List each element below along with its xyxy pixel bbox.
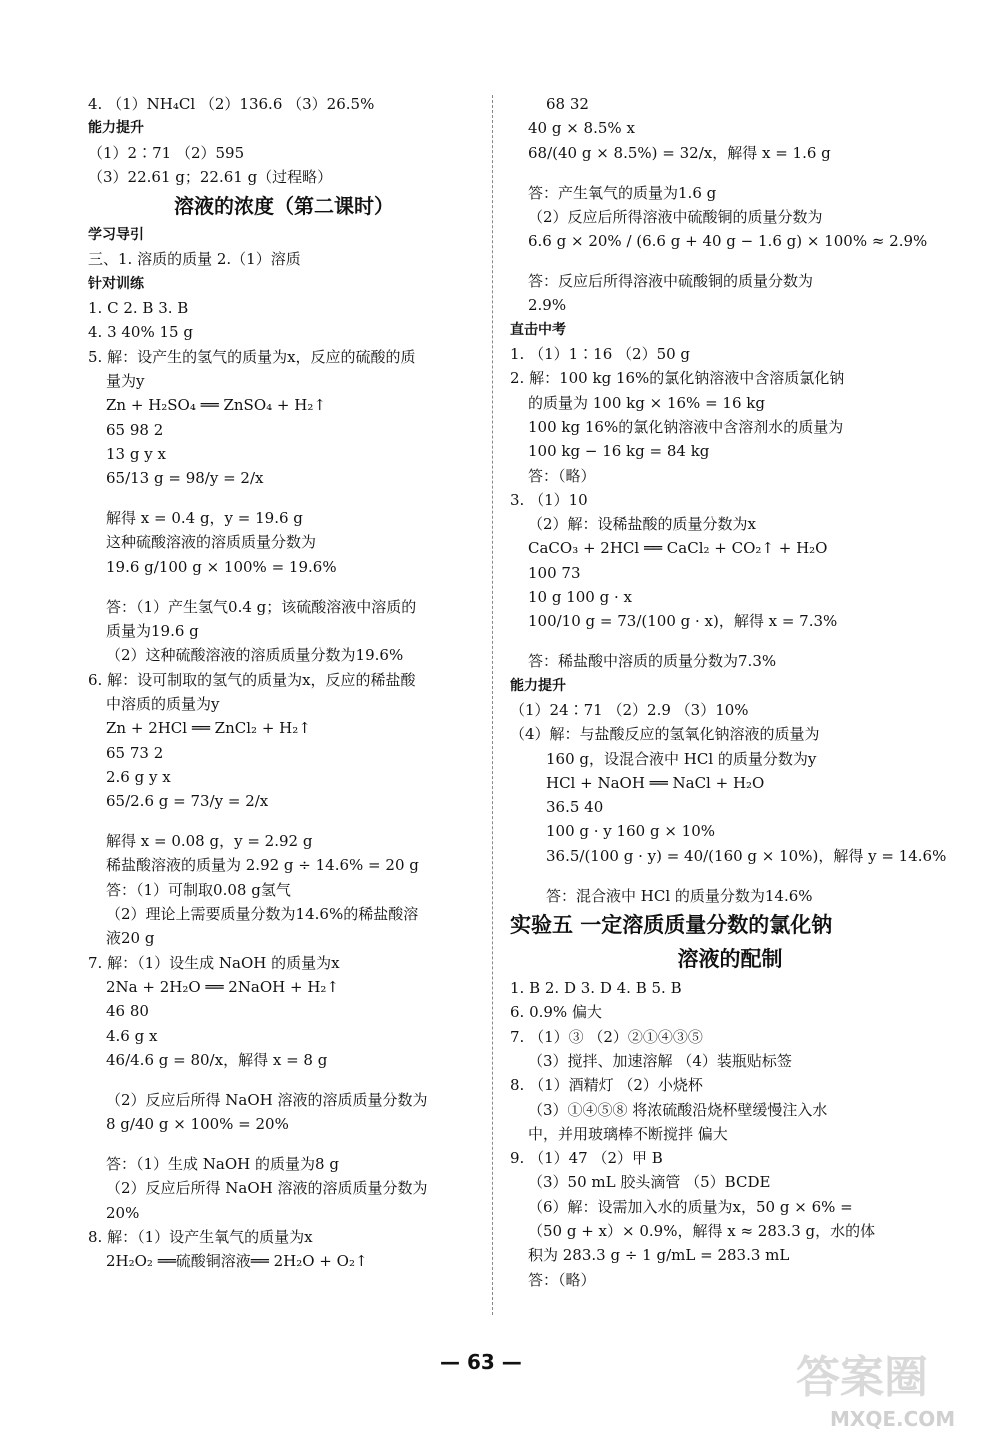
right-line: 8. （1）酒精灯 （2）小烧杯 [510,1076,703,1095]
right-line: 6.6 g × 20% / (6.6 g + 40 g − 1.6 g) × 100% ≈ 2.9% [528,232,928,251]
right-line: 能力提升 [510,677,566,694]
left-line: 答：（1）生成 NaOH 的质量为8 g [106,1155,339,1174]
right-column [510,92,947,1292]
right-line: 直击中考 [510,321,566,338]
left-line: 6. 解：设可制取的氢气的质量为x，反应的稀盐酸 [88,670,416,689]
left-line: 2.6 g y x [106,767,171,786]
left-line: 量为y [106,371,145,390]
right-line: 答：产生氧气的质量为1.6 g [528,183,717,202]
left-line: 能力提升 [88,120,144,137]
right-line: 1. （1）1∶16 （2）50 g [510,345,691,364]
right-line: CaCO₃ + 2HCl ══ CaCl₂ + CO₂↑ + H₂O [528,539,828,558]
right-line: 9. （1）47 （2）甲 B [510,1149,663,1168]
left-line: 解得 x = 0.08 g，y = 2.92 g [106,832,313,851]
left-line: 46/4.6 g = 80/x，解得 x = 8 g [106,1050,328,1069]
left-line: 2Na + 2H₂O ══ 2NaOH + H₂↑ [106,977,340,996]
left-line: 针对训练 [88,275,144,292]
right-line: （3）①④⑤⑧ 将浓硫酸沿烧杯壁缓慢注入水 [528,1100,828,1119]
right-line: 实验五 一定溶质质量分数的氯化钠 [510,913,833,938]
right-line: 答：稀盐酸中溶质的质量分数为7.3% [528,652,777,671]
right-line: 3. （1）10 [510,490,588,509]
left-line: （2）反应后所得 NaOH 溶液的溶质质量分数为 [106,1090,428,1109]
left-line: 8 g/40 g × 100% = 20% [106,1115,289,1134]
right-line: （4）解：与盐酸反应的氢氧化钠溶液的质量为 [510,725,820,744]
left-line: （2）这种硫酸溶液的溶质质量分数为19.6% [106,646,404,665]
right-line: 40 g × 8.5% x [528,119,635,138]
right-line: 36.5 40 [546,798,604,817]
right-line: 100/10 g = 73/(100 g · x)，解得 x = 7.3% [528,612,838,631]
right-line: 100 kg − 16 kg = 84 kg [528,442,710,461]
right-line: 7. （1）③ （2）②①④③⑤ [510,1027,703,1046]
left-line: 5. 解：设产生的氢气的质量为x，反应的硫酸的质 [88,347,416,366]
right-line: HCl + NaOH ══ NaCl + H₂O [546,773,765,792]
right-line: （50 g + x）× 0.9%，解得 x ≈ 283.3 g，水的体 [528,1221,876,1240]
left-line: 1. C 2. B 3. B [88,299,189,318]
right-line: 溶液的配制 [677,947,783,972]
right-line: 答：反应后所得溶液中硫酸铜的质量分数为 [528,272,814,291]
left-line: 答：（1）产生氢气0.4 g；该硫酸溶液中溶质的 [106,597,417,616]
right-line: 答：混合液中 HCl 的质量分数为14.6% [546,886,813,905]
page-number: — 63 — [440,1350,522,1374]
right-line: （6）解：设需加入水的质量为x，50 g × 6% = [528,1197,853,1216]
right-line: 中，并用玻璃棒不断搅拌 偏大 [528,1124,728,1143]
right-line: （1）24∶71 （2）2.9 （3）10% [510,700,749,719]
left-line: 4. 3 40% 15 g [88,323,193,342]
left-line: 三、1. 溶质的质量 2.（1）溶质 [88,250,301,269]
right-line: 100 kg 16%的氯化钠溶液中含溶剂水的质量为 [528,417,844,436]
left-line: 7. 解：（1）设生成 NaOH 的质量为x [88,953,340,972]
left-line: 8. 解：（1）设产生氧气的质量为x [88,1227,313,1246]
left-line: 4.6 g x [106,1026,158,1045]
right-line: 6. 0.9% 偏大 [510,1003,602,1022]
right-line: 100 g · y 160 g × 10% [546,822,715,841]
right-line: 36.5/(100 g · y) = 40/(160 g × 10%)，解得 y = 14.6% [546,846,947,865]
left-line: （2）理论上需要质量分数为14.6%的稀盐酸溶 [106,905,419,924]
left-line: （1）2∶71 （2）595 [88,143,245,162]
right-line: （2）反应后所得溶液中硫酸铜的质量分数为 [528,207,823,226]
left-line: 这种硫酸溶液的溶质质量分数为 [106,533,317,552]
left-line: 65 98 2 [106,420,164,439]
right-line: 100 73 [528,563,581,582]
right-line: 2. 解：100 kg 16%的氯化钠溶液中含溶质氯化钠 [510,369,845,388]
left-line: 2H₂O₂ ══硫酸铜溶液══ 2H₂O + O₂↑ [106,1252,368,1271]
left-line: 学习导引 [88,227,144,244]
left-line: 65/2.6 g = 73/y = 2/x [106,792,269,811]
watermark-logo [790,1340,980,1435]
left-line: Zn + 2HCl ══ ZnCl₂ + H₂↑ [106,719,311,738]
left-line: 液20 g [106,929,155,948]
left-line: 稀盐酸溶液的质量为 2.92 g ÷ 14.6% = 20 g [106,856,419,875]
left-line: （2）反应后所得 NaOH 溶液的溶质质量分数为 [106,1179,428,1198]
column-divider [492,95,493,1315]
svg-text:MXQE.COM: MXQE.COM [830,1407,956,1431]
left-line: 解得 x = 0.4 g，y = 19.6 g [106,509,303,528]
left-line: （3）22.61 g；22.61 g（过程略） [88,167,333,186]
left-line: 溶液的浓度（第二课时） [174,194,394,219]
left-line: 答：（1）可制取0.08 g氢气 [106,880,291,899]
right-line: 68 32 [546,95,589,113]
right-line: （3）搅拌、加速溶解 （4）装瓶贴标签 [528,1051,792,1070]
right-line: 的质量为 100 kg × 16% = 16 kg [528,393,765,412]
right-line: 1. B 2. D 3. D 4. B 5. B [510,979,682,998]
left-line: 中溶质的质量为y [106,694,220,713]
left-line: 65/13 g = 98/y = 2/x [106,469,264,488]
left-line: 13 g y x [106,444,166,463]
left-line: 19.6 g/100 g × 100% = 19.6% [106,557,337,576]
left-line: 46 80 [106,1002,149,1021]
right-line: 160 g，设混合液中 HCl 的质量分数为y [546,749,817,768]
left-line: 20% [106,1203,140,1222]
left-line: 4. （1）NH₄Cl （2）136.6 （3）26.5% [88,95,375,113]
right-line: 积为 283.3 g ÷ 1 g/mL = 283.3 mL [528,1246,790,1265]
right-line: 68/(40 g × 8.5%) = 32/x，解得 x = 1.6 g [528,143,831,162]
left-column [88,92,480,1274]
right-line: （3）50 mL 胶头滴管 （5）BCDE [528,1173,771,1192]
left-line: 65 73 2 [106,743,164,762]
svg-text:答案圈: 答案圈 [796,1352,928,1403]
right-line: 10 g 100 g · x [528,588,632,607]
left-line: Zn + H₂SO₄ ══ ZnSO₄ + H₂↑ [106,396,326,415]
right-line: （2）解：设稀盐酸的质量分数为x [528,515,757,534]
right-line: 答：（略） [528,1270,596,1289]
right-line: 2.9% [528,296,567,315]
left-line: 质量为19.6 g [106,622,199,641]
right-line: 答：（略） [528,466,596,485]
